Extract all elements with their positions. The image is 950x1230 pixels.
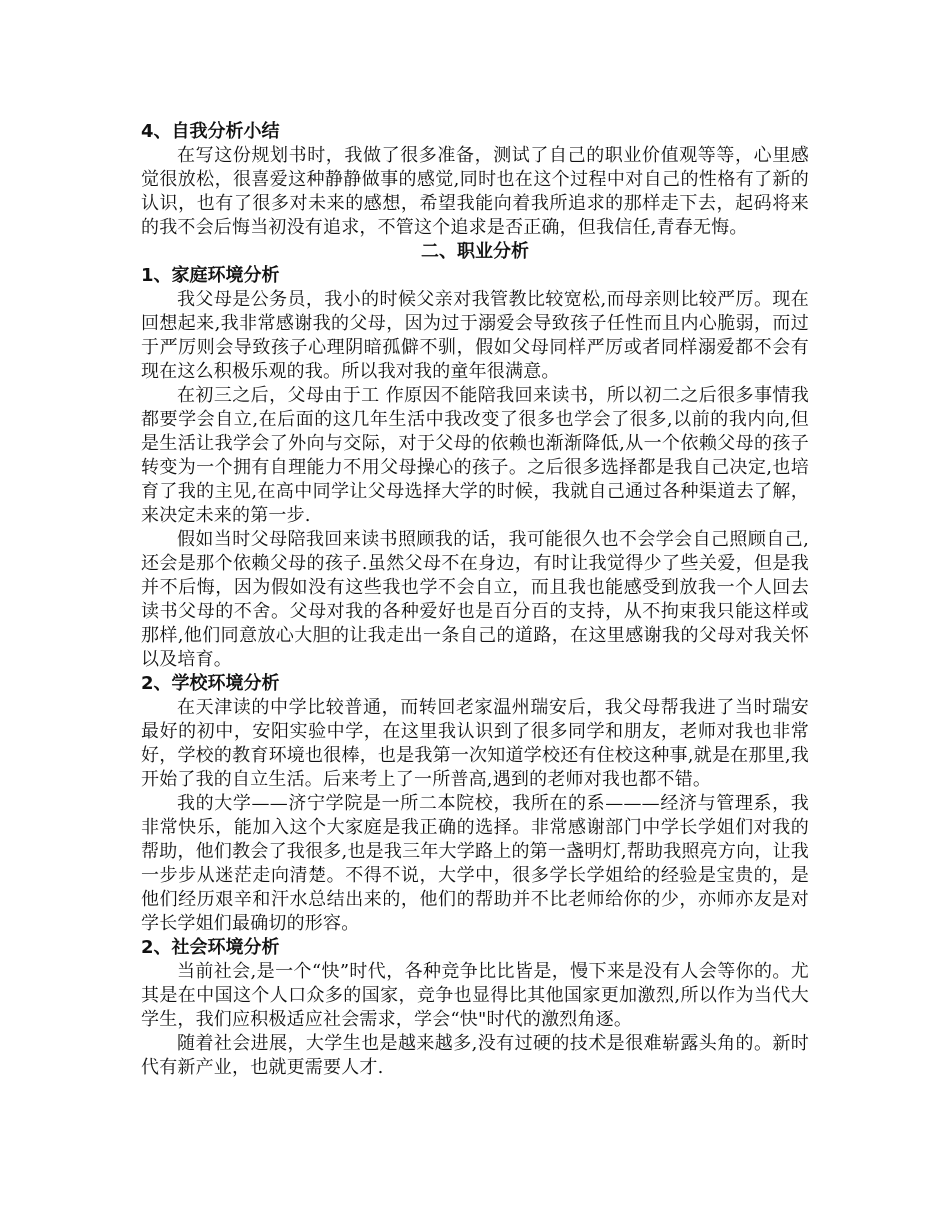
section-heading-self-analysis-summary: 4、自我分析小结: [141, 121, 280, 142]
section-heading-social-environment: 2、社会环境分析: [141, 937, 280, 958]
paragraph: 在天津读的中学比较普通，而转回老家温州瑞安后，我父母帮我进了当时瑞安最好的初中，安阳实验中学，在这里我认识到了很多同学和朋友，老师对我也非常好，学校的教育环境也很棒，也是我第一次知道学校还有住校这种事,就是在那里,我开始了我的自立生活。后来考上了一所普高,遇到的老师对我也都不错。: [141, 697, 809, 790]
section-heading-family-environment: 1、家庭环境分析: [141, 265, 280, 286]
paragraph: 当前社会,是一个“快”时代，各种竞争比比皆是，慢下来是没有人会等你的。尤其是在中国这个人口众多的国家，竞争也显得比其他国家更加激烈,所以作为当代大学生，我们应积极适应社会需求，学会“快"时代的激烈角逐。: [141, 961, 809, 1030]
paragraph: 随着社会进展，大学生也是越来越多,没有过硬的技术是很难崭露头角的。新时代有新产业，也就更需要人才.: [141, 1033, 809, 1078]
paragraph: 我的大学——济宁学院是一所二本院校，我所在的系———经济与管理系，我非常快乐，能加入这个大家庭是我正确的选择。非常感谢部门中学长学姐们对我的帮助，他们教会了我很多,也是我三年大学路上的第一盏明灯,帮助我照亮方向，让我一步步从迷茫走向清楚。不得不说，大学中，很多学长学姐给的经验是宝贵的，是他们经历艰辛和汗水总结出来的，他们的帮助并不比老师给你的少，亦师亦友是对学长学姐们最确切的形容。: [141, 793, 809, 934]
paragraph: 假如当时父母陪我回来读书照顾我的话，我可能很久也不会学会自己照顾自己,还会是那个依赖父母的孩子.虽然父母不在身边，有时让我觉得少了些关爱，但是我并不后悔，因为假如没有这些我也学不会自立，而且我也能感受到放我一个人回去读书父母的不舍。父母对我的各种爱好也是百分百的支持，从不拘束我只能这样或那样,他们同意放心大胆的让我走出一条自己的道路，在这里感谢我的父母对我关怀以及培育。: [141, 529, 809, 670]
section-heading-school-environment: 2、学校环境分析: [141, 673, 280, 694]
section-title-career-analysis: 二、职业分析: [421, 241, 529, 262]
paragraph: 我父母是公务员，我小的时候父亲对我管教比较宽松,而母亲则比较严厉。现在回想起来,我非常感谢我的父母，因为过于溺爱会导致孩子任性而且内心脆弱，而过于严厉则会导致孩子心理阴暗孤僻不驯，假如父母同样严厉或者同样溺爱都不会有现在这么积极乐观的我。所以我对我的童年很满意。: [141, 289, 809, 382]
paragraph: 在写这份规划书时，我做了很多准备，测试了自己的职业价值观等等，心里感觉很放松，很喜爱这种静静做事的感觉,同时也在这个过程中对自己的性格有了新的认识，也有了很多对未来的感想，希望我能向着我所追求的那样走下去，起码将来的我不会后悔当初没有追求，不管这个追求是否正确，但我信任,青春无悔。: [141, 145, 809, 238]
paragraph: 在初三之后，父母由于工 作原因不能陪我回来读书，所以初二之后很多事情我都要学会自立,在后面的这几年生活中我改变了很多也学会了很多,以前的我内向,但是生活让我学会了外向与交际，对于父母的依赖也渐渐降低,从一个依赖父母的孩子转变为一个拥有自理能力不用父母操心的孩子。之后很多选择都是我自己决定,也培育了我的主见,在高中同学让父母选择大学的时候，我就自己通过各种渠道去了解，来决定未来的第一步.: [141, 385, 809, 526]
document-body: [141, 120, 809, 1080]
